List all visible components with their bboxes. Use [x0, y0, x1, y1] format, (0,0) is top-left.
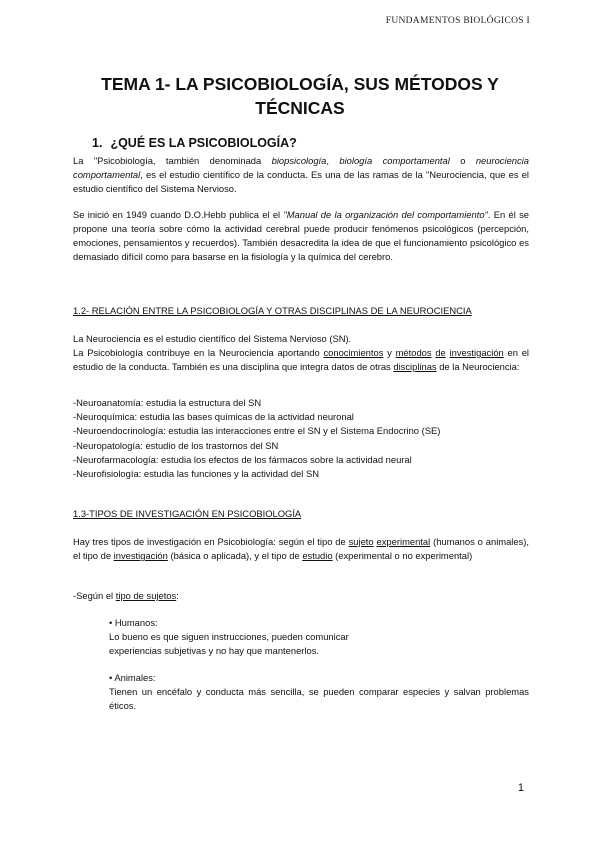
list-item: -Neuroanatomía: estudia la estructura del SN [73, 397, 262, 408]
page-title [60, 72, 540, 120]
section-1-heading-text: ¿QUÉ ES LA PSICOBIOLOGÍA? [110, 136, 297, 150]
disciplines-list [73, 396, 529, 481]
title-line-1: TEMA 1- LA PSICOBIOLOGÍA, SUS MÉTODOS Y [101, 74, 499, 94]
section-1-paragraph-2 [73, 208, 529, 264]
page-number: 1 [517, 782, 524, 794]
underlined-term: sujeto [348, 536, 374, 547]
text-run: y [383, 347, 396, 358]
section-1-3-paragraph-1 [73, 535, 529, 563]
underlined-term: estudio [302, 550, 333, 561]
list-item: -Neurofisiología: estudia las funciones y la actividad del SN [73, 468, 319, 480]
text-run: o [449, 155, 476, 166]
list-item: -Neurofarmacología: estudia los efectos de los fármacos sobre la actividad neural [73, 453, 412, 465]
text-run: de la Neurociencia: [436, 361, 520, 372]
humanos-line-2: experiencias subjetivas y no hay que mantenerlos. [109, 645, 320, 656]
section-1-2-heading: 1.2- RELACIÓN ENTRE LA PSICOBIOLOGÍA Y OTRAS DISCIPLINAS DE LA NEUROCIENCIA [73, 305, 472, 316]
humanos-line-1: Lo bueno es que siguen instrucciones, pueden comunicar [109, 631, 349, 642]
list-item: -Neuroquímica: estudia las bases químicas de la actividad neuronal [73, 411, 354, 423]
text-run: . En él se propone una teoría sobre cómo la actividad cerebral puede producir fenómenos psicológicos (percepción, emociones, pensamientos y recuerdos). También desacredita la idea de que el funcionamiento psicológico es demasiado difícil como para basarse en la fisiología y la química del cerebro. [73, 209, 529, 262]
section-1-2-paragraph-1: La Neurociencia es el estudio científico del Sistema Nervioso (SN). [73, 333, 352, 344]
underlined-term: investigación [113, 550, 168, 561]
text-run: La "Psicobiología, también denominada [73, 155, 272, 166]
underlined-term: disciplinas [393, 361, 437, 372]
text-run: (básica o aplicada), y el tipo de [167, 550, 303, 561]
animales-text: Tienen un encéfalo y conducta más sencilla, se pueden comparar especies y salvan problemas éticos. [109, 686, 529, 711]
section-1-3-heading: 1.3-TIPOS DE INVESTIGACIÓN EN PSICOBIOLOGÍA [73, 508, 302, 519]
animales-label: • Animales: [109, 672, 156, 683]
segun-tipo-sujetos [73, 589, 529, 603]
italic-book-title: "Manual de la organización del comportamiento" [283, 209, 488, 220]
section-1-2-paragraph-2 [73, 346, 529, 374]
italic-term: biopsicología [271, 155, 327, 166]
section-1-paragraph-1 [73, 154, 529, 196]
text-run: en el estudio de la conducta. También es una disciplina que integra datos de otras [73, 347, 529, 372]
text-run: Se inició en 1949 cuando D.O.Hebb publica el el [73, 209, 284, 220]
underlined-term: conocimientos [323, 347, 384, 358]
text-run: , es el estudio científico de la conducta. Es una de las ramas de la "Neurociencia, que es el estudio científico del Sistema Nervioso. [73, 169, 529, 194]
text-run: : [176, 590, 179, 601]
underlined-term: experimental [376, 536, 431, 547]
text-run: Hay tres tipos de investigación en Psicobiología: según el tipo de [73, 536, 349, 547]
text-run: La Psicobiología contribuye en la Neurociencia aportando [73, 347, 324, 358]
italic-term: biología comportamental [339, 155, 450, 166]
title-line-2: TÉCNICAS [255, 98, 345, 118]
text-run: (experimental o no experimental) [332, 550, 473, 561]
running-header: FUNDAMENTOS BIOLÓGICOS I [385, 16, 530, 26]
underlined-term: de [435, 347, 446, 358]
section-1-number: 1. [92, 136, 103, 150]
underlined-term: métodos [395, 347, 432, 358]
humanos-label: • Humanos: [109, 617, 158, 628]
text-run: , [326, 155, 340, 166]
underlined-term: tipo de sujetos [115, 590, 177, 601]
text-run: (humanos o animales), el tipo de [73, 536, 530, 561]
list-item: -Neuropatología: estudio de los trastornos del SN [73, 439, 279, 451]
section-1-heading [92, 136, 297, 150]
underlined-term: investigación [449, 347, 504, 358]
text-run: -Según el [73, 590, 116, 601]
italic-term: neurociencia comportamental [73, 155, 529, 180]
list-item: -Neuroendocrinología: estudia las interacciones entre el SN y el Sistema Endocrino (SE) [73, 425, 441, 437]
